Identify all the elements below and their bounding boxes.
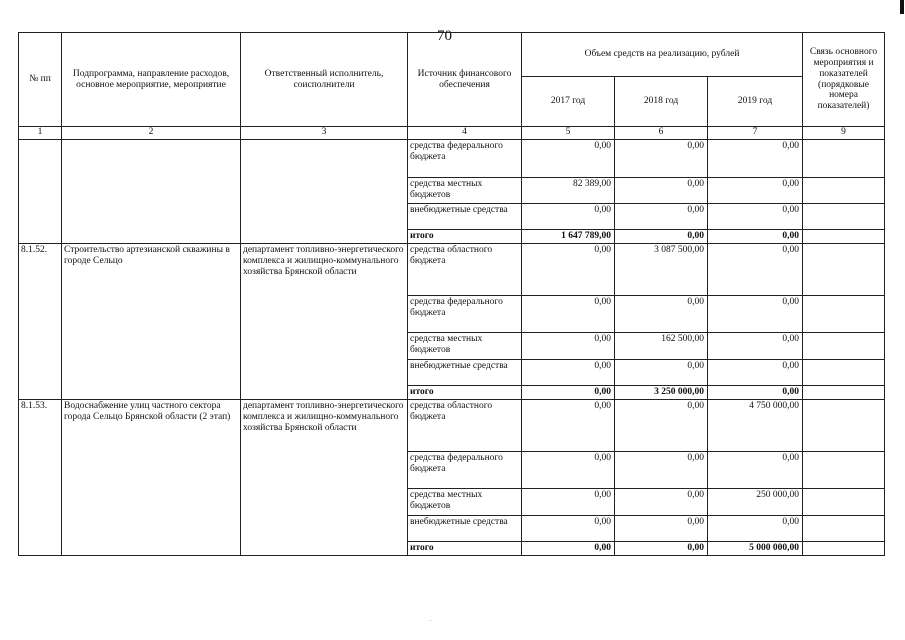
value-2018: 0,00 [615, 516, 708, 542]
link-cell [803, 333, 885, 360]
link-cell [803, 489, 885, 516]
table-body [19, 127, 885, 556]
header-program: Подпрограмма, направление расходов, основное мероприятие, мероприятие [62, 33, 241, 127]
value-2017: 1 647 789,00 [522, 230, 615, 244]
total-label: итого [408, 386, 522, 400]
value-2017: 0,00 [522, 386, 615, 400]
program-cell [62, 140, 241, 244]
value-2017: 0,00 [522, 542, 615, 556]
budget-table [18, 32, 885, 556]
value-2018: 0,00 [615, 360, 708, 386]
source-cell: средства местных бюджетов [408, 178, 522, 204]
value-2017: 0,00 [522, 296, 615, 333]
source-cell: внебюджетные средства [408, 516, 522, 542]
source-cell: средства областного бюджета [408, 400, 522, 452]
table-row [19, 140, 885, 178]
index-cell: 7 [708, 127, 803, 140]
value-2019: 0,00 [708, 204, 803, 230]
value-2019: 0,00 [708, 333, 803, 360]
value-2017: 0,00 [522, 140, 615, 178]
value-2018: 0,00 [615, 140, 708, 178]
value-2018: 0,00 [615, 452, 708, 489]
link-cell [803, 400, 885, 452]
value-2019: 0,00 [708, 296, 803, 333]
header-year-2017: 2017 год [522, 77, 615, 127]
value-2018: 0,00 [615, 296, 708, 333]
source-cell: внебюджетные средства [408, 360, 522, 386]
header-volume: Объем средств на реализацию, рублей [522, 33, 803, 77]
value-2017: 0,00 [522, 452, 615, 489]
scan-edge-mark [900, 0, 904, 14]
executor-cell [241, 140, 408, 244]
value-2019: 0,00 [708, 360, 803, 386]
value-2018: 0,00 [615, 204, 708, 230]
header-link: Связь основного мероприятия и показателей (порядковые номера показателей) [803, 33, 885, 127]
header-year-2019: 2019 год [708, 77, 803, 127]
value-2017: 0,00 [522, 360, 615, 386]
link-cell [803, 360, 885, 386]
value-2019: 0,00 [708, 386, 803, 400]
value-2018: 3 250 000,00 [615, 386, 708, 400]
value-2019: 0,00 [708, 178, 803, 204]
measure-executor: департамент топливно-энергетического комплекса и жилищно-коммунального хозяйства Брянской области [241, 400, 408, 556]
value-2017: 0,00 [522, 333, 615, 360]
value-2019: 0,00 [708, 230, 803, 244]
index-cell: 1 [19, 127, 62, 140]
value-2017: 0,00 [522, 244, 615, 296]
measure-name: Строительство артезианской скважины в городе Сельцо [62, 244, 241, 400]
value-2018: 0,00 [615, 230, 708, 244]
total-label: итого [408, 230, 522, 244]
value-2018: 0,00 [615, 489, 708, 516]
link-cell [803, 230, 885, 244]
index-cell: 9 [803, 127, 885, 140]
scan-dot [430, 620, 431, 621]
measure-executor: департамент топливно-энергетического комплекса и жилищно-коммунального хозяйства Брянской области [241, 244, 408, 400]
value-2017: 0,00 [522, 400, 615, 452]
total-label: итого [408, 542, 522, 556]
table-row [19, 244, 885, 296]
value-2019: 0,00 [708, 516, 803, 542]
value-2018: 162 500,00 [615, 333, 708, 360]
link-cell [803, 296, 885, 333]
measure-number: 8.1.53. [19, 400, 62, 556]
link-cell [803, 140, 885, 178]
link-cell [803, 178, 885, 204]
value-2019: 5 000 000,00 [708, 542, 803, 556]
value-2019: 0,00 [708, 452, 803, 489]
source-cell: средства местных бюджетов [408, 333, 522, 360]
measure-name: Водоснабжение улиц частного сектора города Сельцо Брянской области (2 этап) [62, 400, 241, 556]
value-2018: 3 087 500,00 [615, 244, 708, 296]
link-cell [803, 386, 885, 400]
index-cell: 4 [408, 127, 522, 140]
value-2018: 0,00 [615, 542, 708, 556]
value-2017: 0,00 [522, 516, 615, 542]
source-cell: средства областного бюджета [408, 244, 522, 296]
index-cell: 3 [241, 127, 408, 140]
header-source: Источник финансового обеспечения [408, 33, 522, 127]
table-row [19, 400, 885, 452]
measure-number: 8.1.52. [19, 244, 62, 400]
index-cell: 6 [615, 127, 708, 140]
link-cell [803, 516, 885, 542]
value-2017: 0,00 [522, 489, 615, 516]
column-index-row [19, 127, 885, 140]
value-2019: 0,00 [708, 140, 803, 178]
index-cell: 2 [62, 127, 241, 140]
source-cell: средства местных бюджетов [408, 489, 522, 516]
value-2017: 82 389,00 [522, 178, 615, 204]
num-cell [19, 140, 62, 244]
source-cell: средства федерального бюджета [408, 296, 522, 333]
link-cell [803, 204, 885, 230]
index-cell: 5 [522, 127, 615, 140]
header-executor: Ответственный исполнитель, соисполнители [241, 33, 408, 127]
header-year-2018: 2018 год [615, 77, 708, 127]
link-cell [803, 542, 885, 556]
value-2019: 250 000,00 [708, 489, 803, 516]
value-2017: 0,00 [522, 204, 615, 230]
header-num: № пп [19, 33, 62, 127]
value-2018: 0,00 [615, 400, 708, 452]
link-cell [803, 452, 885, 489]
link-cell [803, 244, 885, 296]
value-2019: 0,00 [708, 244, 803, 296]
source-cell: средства федерального бюджета [408, 140, 522, 178]
value-2019: 4 750 000,00 [708, 400, 803, 452]
value-2018: 0,00 [615, 178, 708, 204]
source-cell: внебюджетные средства [408, 204, 522, 230]
source-cell: средства федерального бюджета [408, 452, 522, 489]
page-number: 70 [437, 28, 452, 44]
